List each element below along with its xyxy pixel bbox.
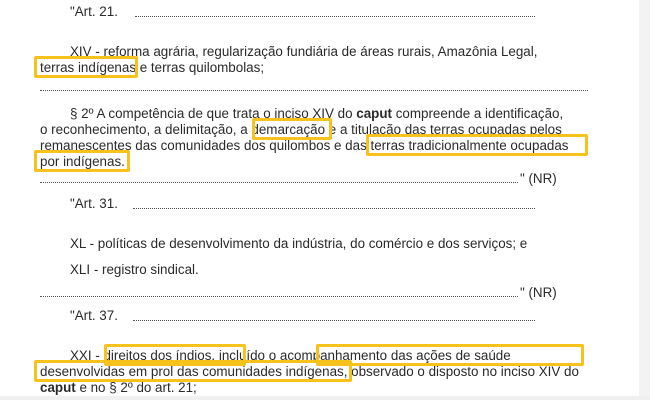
art-21-heading: "Art. 21. xyxy=(70,4,118,19)
inciso-xiv-line-2: terras indígenas e terras quilombolas; xyxy=(40,60,265,75)
paragraph-2-line-4: por indígenas. xyxy=(40,154,125,169)
inciso-xxi-line-3: caput e no § 2º do art. 21; xyxy=(40,380,197,395)
paragraph-2-line-3: remanescentes das comunidades dos quilombos e das terras tradicionalmente ocupadas xyxy=(40,138,569,153)
dotted-leader xyxy=(40,90,588,91)
page-edge xyxy=(639,0,650,400)
paragraph-2-line-2: o reconhecimento, a delimitação, a demarcação e a titulação das terras ocupadas pelos xyxy=(40,122,562,137)
inciso-xl: XL - políticas de desenvolvimento da indústria, do comércio e dos serviços; e xyxy=(70,236,528,251)
dotted-leader xyxy=(135,16,535,17)
page-edge xyxy=(0,396,650,400)
inciso-xli: XLI - registro sindical. xyxy=(70,262,199,277)
art-31-heading: "Art. 31. xyxy=(70,196,118,211)
art-37-heading: "Art. 37. xyxy=(70,308,118,323)
inciso-xxi-line-2: desenvolvidas em prol das comunidades indígenas, observado o disposto no inciso XIV do xyxy=(40,364,579,379)
dotted-leader xyxy=(40,182,518,183)
nr-marker: " (NR) xyxy=(520,285,557,300)
dotted-leader xyxy=(133,208,535,209)
dotted-leader xyxy=(40,296,518,297)
dotted-leader xyxy=(133,320,535,321)
inciso-xxi-line-1: XXI - direitos dos índios, incluído o acompanhamento das ações de saúde xyxy=(70,348,511,363)
inciso-xiv-line-1: XIV - reforma agrária, regularização fundiária de áreas rurais, Amazônia Legal, xyxy=(70,44,538,59)
paragraph-2-line-1: § 2º A competência de que trata o inciso XIV do caput compreende a identificação, xyxy=(70,106,564,121)
nr-marker: " (NR) xyxy=(520,171,557,186)
